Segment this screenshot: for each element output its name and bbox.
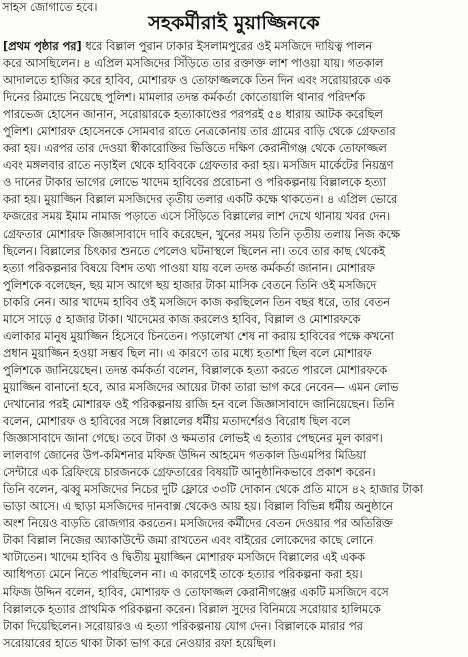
article-line: ছিলেন। বিল্লালের চিৎকার শুনতে পেলেও ঘটনাস্থলে ছিলেন না। তবে তার কাছ থেকেই — [3, 244, 386, 258]
article-line: করা হয়। এরপর তার দেওয়া স্বীকারোক্তির ভিত্তিতে দক্ষিণ কেরানীগঞ্জ থেকে তোফাজ্জল — [3, 142, 387, 156]
article-line: প্রধান মুয়াজ্জিন হওয়া সম্ভব ছিল না। এ কারণে তার মধ্যে হতাশা ছিল বলে মোশারফ — [3, 346, 372, 360]
article-line: দেখানোর পরই মোশারফ ওই পরিকল্পনায় রাজি হন বলে জিজ্ঞাসাবাদে জানিয়েছেন। তিনি — [3, 397, 395, 411]
article-line: হত্যা পরিকল্পনার বিষয়ে বিশদ তথ্য পাওয়া যায় বলে তদন্ত কর্মকর্তা জানান। মোশারফ — [3, 261, 375, 275]
article-line: মফিজ উদ্দিন বলেন, হাবিব, মোশারফ ও তোফাজ্জল কেরানীগঞ্জের একটি মসজিদে বসে — [3, 585, 389, 599]
article-line: অংশ নিয়েও বাড়তি রোজগার করতেন। মসজিদের কর্মীদের বেতন দেওয়ার পর অতিরিক্ত — [3, 517, 393, 531]
article-line — [3, 38, 465, 55]
article-line: জিজ্ঞাসাবাদে জানা গেছে। তবে টাকা ও ক্ষমতার লোভই এ হত্যার পেছনের মূল কারণ। — [3, 432, 383, 446]
article-line: খাটাতেন। খাদেম হাবিব ও দ্বিতীয় মুয়াজ্জিন মোশারফ মসজিদে বিল্লালের এই একক — [3, 551, 365, 565]
article-line: দিনের রিমান্ডে নিয়েছে পুলিশ। মামলার তদন্ত কর্মকর্তা কোতোয়ালি থানার পরিদর্শক — [3, 91, 365, 105]
article-line: মুয়াজ্জিন বানানো হবে, আর মসজিদের আয়ের টাকা তারা ভাগ করে নেবেন— এমন লোভ — [3, 380, 399, 394]
article-line: সেন্টারে এক ব্রিফিংয়ে চারজনকে গ্রেফতারের বিষয়টি আনুষ্ঠানিকভাবে প্রকাশ করেন। — [3, 466, 376, 480]
article-line: এবং মঙ্গলবার রাতে নড়াইল থেকে হাবিবকে গ্রেফতার করা হয়। মসজিদ মার্কেটের নিয়ন্ত্রণ — [3, 159, 394, 173]
article-line: মাসে সাড়ে ৫ হাজার টাকা। খাদেমের কাজ করলেও হাবিব, বিল্লাল ও মোশারফকে — [3, 312, 361, 326]
article-line: করা হয়। মুয়াজ্জিন বিল্লাল মসজিদের তৃতীয় তলার একটি কক্ষে থাকতেন। ৪ এপ্রিল ভোরে — [3, 193, 398, 207]
article-line: ভাড়া আসে। এ ছাড়া মসজিদের দানবাক্স থেকেও আয় হয়। বিল্লাল বিভিন্ন ধর্মীয় অনুষ্ঠানে — [3, 500, 393, 514]
article-line: পুলিশ। মোশারফ হোসেনকে সোমবার রাতে নেত্রকোনায় তার গ্রামের বাড়ি থেকে গ্রেফতার — [3, 125, 396, 139]
article-line: ফজরের সময় ইমাম নামাজ পড়াতে এসে সিঁড়িতে বিল্লালের লাশ দেখে থানায় খবর দেন। — [3, 210, 391, 224]
article-headline: সহকর্মীরাই মুয়াজ্জিনকে — [148, 12, 320, 34]
article-body — [3, 38, 465, 652]
continuation-tag: [প্রথম পৃষ্ঠার পর] — [3, 40, 82, 53]
article-line: তিনি বলেন, ঝব্বু মসজিদের নিচের দুটি ফ্লোরে ৩৩টি দোকান থেকে প্রতি মাসে ৪২ হাজার টাকা — [3, 483, 423, 497]
article-line: বিল্লালকে হত্যার প্রাথমিক পরিকল্পনা করেন। বিল্লাল সুদের বিনিময়ে সরোয়ার হালিমকে — [3, 602, 381, 616]
article-line: আধিপত্য মেনে নিতে পারছিলেন না। এ কারণেই তাকে হত্যার পরিকল্পনা করা হয়। — [3, 568, 363, 582]
article-line: লালবাগ জোনের উপ-কমিশনার মফিজ উদ্দিন আহমেদ গতকাল ডিএমপির মিডিয়া — [3, 449, 366, 463]
article-line: এলাকার মানুষ মুয়াজ্জিন হিসেবে চিনতেন। পড়ালেখা শেষ না করায় হাবিবের পক্ষে কখনো — [3, 329, 394, 343]
previous-article-tail: সাহস জোগাতে হবে। — [2, 0, 98, 14]
article-line-text: ধরে বিল্লাল পুরান ঢাকার ইসলামপুরের ওই মসজিদে দায়িত্ব পালন — [81, 40, 373, 53]
article-line: ও দানের টাকার ভাগের লোভে খাদেম হাবিবের প্ররোচনা ও পরিকল্পনায় বিল্লালকে হত্যা — [3, 176, 386, 190]
article-line: টাকা বিল্লাল নিজের অ্যাকাউন্টে জমা রাখতেন এবং বাইরের লোকেদের কাছে লোনে — [3, 534, 374, 548]
article-line: টাকা দিয়েছিলেন। সরোয়ারও এ হত্যা পরিকল্পনায় যোগ দেন। বিল্লালকে মারার পর — [3, 619, 363, 633]
article-line: সরোয়ারের হাতে থাকা টাকা ভাগ করে নেওয়ার রফা হয়েছিল। — [3, 636, 276, 650]
article-line: বলেন, মোশারফ ও হাবিবের সঙ্গে বিল্লালের ধর্মীয় মতাদর্শেরও বিরোধ ছিল বলে — [3, 415, 351, 429]
article-line: পারভেজ হোসেন জানান, সরোয়ারকে হত্যাকাণ্ডের পরপরই ৫৪ ধারায় আটক করেছিল — [3, 108, 383, 122]
article-line: পুলিশকে জানিয়েছেন। তদন্ত কর্মকর্তা বলেন, বিল্লালকে হত্যা করতে পারলে মোশারফকে — [3, 363, 387, 377]
article-line: করে আসছিলেন। ৪ এপ্রিল মসজিদের সিঁড়িতে তার রক্তাক্ত লাশ পাওয়া যায়। গতকাল — [3, 57, 384, 71]
article-line: আদালতে হাজির করে হাবিব, মোশারফ ও তোফাজ্জলকে তিন দিন এবং সরোয়ারকে এক — [3, 74, 391, 88]
article-line: গ্রেফতার মোশারফ জিজ্ঞাসাবাদে দাবি করেছেন, খুনের সময় তিনি তৃতীয় তলায় নিজ কক্ষে — [3, 227, 400, 241]
article-line: পুলিশকে বলেছেন, ছয় মাস আগে ছয় হাজার টাকা মাসিক বেতনে তিনি ওই মসজিদে — [3, 278, 377, 292]
article-line: চাকরি নেন। আর খাদেম হাবিব ওই মসজিদে কাজ করছিলেন তিন বছর ধরে, তার বেতন — [3, 295, 390, 309]
